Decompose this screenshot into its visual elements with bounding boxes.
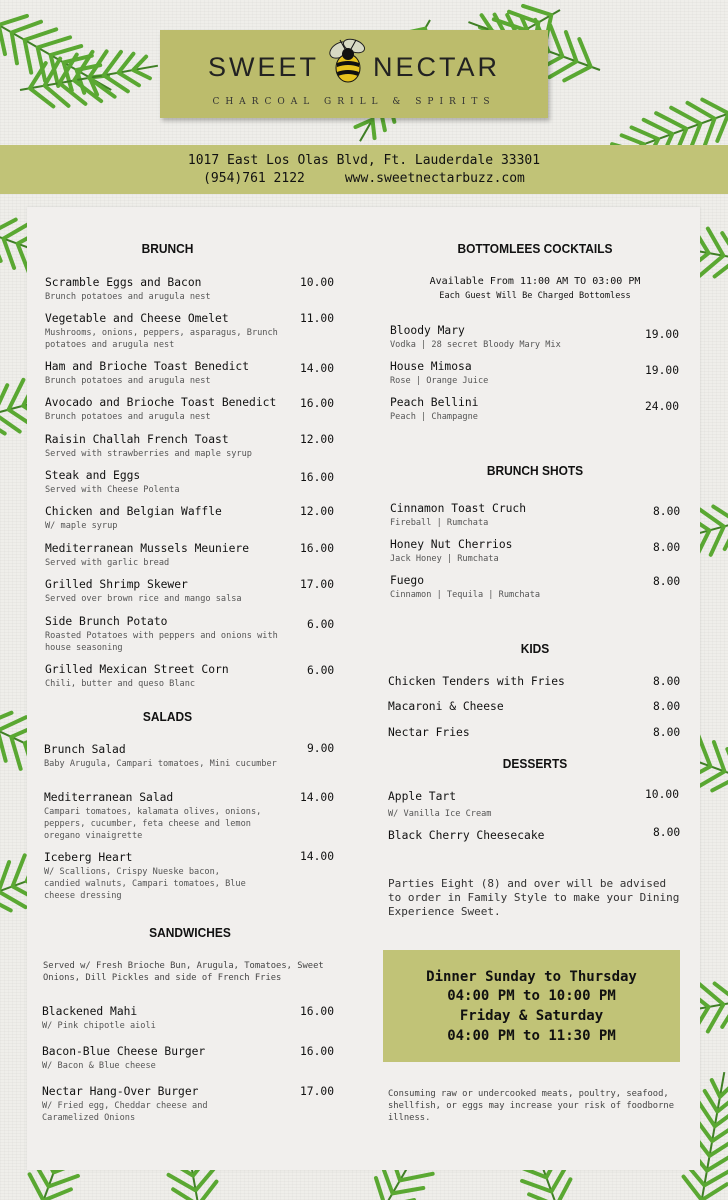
item-name: Chicken Tenders with Fries xyxy=(388,675,565,688)
menu-item xyxy=(45,312,295,351)
menu-item xyxy=(390,360,630,387)
item-desc: W/ Fried egg, Cheddar cheese and Caramelized Onions xyxy=(42,1101,208,1123)
item-price: 8.00 xyxy=(653,505,681,518)
menu-item xyxy=(42,1085,242,1124)
phone: (954)761 2122 xyxy=(203,171,305,186)
bee-icon xyxy=(318,32,378,88)
item-name: Steak and Eggs xyxy=(45,469,141,482)
section-title-salads: SALADS xyxy=(142,709,193,724)
sandwiches-intro: Served w/ Fresh Brioche Bun, Arugula, Tomatoes, Sweet Onions, Dill Pickles and side of French Fries xyxy=(43,961,324,983)
menu-item xyxy=(45,396,295,423)
item-price: 14.00 xyxy=(300,791,335,804)
item-name: Ham and Brioche Toast Benedict xyxy=(45,360,250,373)
item-desc: Vodka | 28 secret Bloody Mary Mix xyxy=(390,340,561,350)
item-name: Fuego xyxy=(390,574,425,587)
item-price: 17.00 xyxy=(300,578,335,591)
item-name: Honey Nut Cherrios xyxy=(390,538,513,551)
item-price: 19.00 xyxy=(645,364,680,377)
item-price: 14.00 xyxy=(300,362,335,375)
item-name: Side Brunch Potato xyxy=(45,615,168,628)
item-desc: Served with garlic bread xyxy=(45,558,170,568)
section-title-kids: KIDS xyxy=(520,641,550,656)
item-name: Raisin Challah French Toast xyxy=(45,433,229,446)
menu-item xyxy=(45,433,295,460)
menu-item xyxy=(390,574,630,601)
section-title-cocktails: BOTTOMLEES COCKTAILS xyxy=(457,241,613,256)
menu-item xyxy=(45,469,295,496)
item-price: 8.00 xyxy=(653,575,681,588)
item-name: Nectar Hang-Over Burger xyxy=(42,1085,199,1098)
menu-item xyxy=(390,396,630,423)
menu-item xyxy=(44,851,254,902)
menu-item xyxy=(390,538,630,565)
item-desc: W/ Pink chipotle aioli xyxy=(42,1021,156,1031)
item-price: 24.00 xyxy=(645,400,680,413)
logo-box xyxy=(160,30,548,118)
item-desc: Served with strawberries and maple syrup xyxy=(45,449,252,459)
item-name: Mediterranean Mussels Meuniere xyxy=(45,542,250,555)
item-name: Blackened Mahi xyxy=(42,1005,138,1018)
item-price: 12.00 xyxy=(300,505,335,518)
item-desc: Brunch potatoes and arugula nest xyxy=(45,376,211,386)
section-title-brunch: BRUNCH xyxy=(141,241,194,256)
cocktails-charge: Each Guest Will Be Charged Bottomless xyxy=(439,291,631,301)
item-name: Bloody Mary xyxy=(390,324,465,337)
website-link[interactable]: www.sweetnectarbuzz.com xyxy=(344,171,525,186)
hours-weekend-time: 04:00 PM to 11:30 PM xyxy=(447,1028,616,1044)
menu-item xyxy=(45,663,295,690)
menu-item xyxy=(390,502,630,529)
section-title-shots: BRUNCH SHOTS xyxy=(486,463,584,478)
item-desc: Cinnamon | Tequila | Rumchata xyxy=(390,590,541,600)
item-desc: Brunch potatoes and arugula nest xyxy=(45,412,211,422)
item-name: Grilled Shrimp Skewer xyxy=(45,578,188,591)
item-desc: Peach | Champagne xyxy=(390,412,478,422)
item-price: 8.00 xyxy=(653,700,681,713)
item-name: Cinnamon Toast Cruch xyxy=(390,502,527,515)
item-desc: W/ Vanilla Ice Cream xyxy=(388,809,492,819)
menu-item xyxy=(45,578,295,605)
item-desc: Baby Arugula, Campari tomatoes, Mini cucumber xyxy=(44,759,277,769)
item-desc: Campari tomatoes, kalamata olives, onions, peppers, cucumber, feta cheese and lemon oregano vinaigrette xyxy=(44,807,262,841)
item-name: Chicken and Belgian Waffle xyxy=(45,505,222,518)
food-safety-disclaimer: Consuming raw or undercooked meats, poultry, seafood, shellfish, or eggs may increase your risk of foodborne illness. xyxy=(388,1089,674,1123)
item-name: Apple Tart xyxy=(388,790,457,803)
menu-item xyxy=(388,726,628,739)
item-desc: Mushrooms, onions, peppers, asparagus, Brunch potatoes and arugula nest xyxy=(45,328,278,350)
item-price: 12.00 xyxy=(300,433,335,446)
hours-dinner-days: Dinner Sunday to Thursday xyxy=(426,969,637,985)
item-name: Bacon-Blue Cheese Burger xyxy=(42,1045,206,1058)
cocktails-availability: Available From 11:00 AM TO 03:00 PM xyxy=(429,276,641,287)
address-band xyxy=(0,145,728,194)
item-name: Black Cherry Cheesecake xyxy=(388,829,545,842)
item-name: Grilled Mexican Street Corn xyxy=(45,663,229,676)
item-price: 16.00 xyxy=(300,542,335,555)
item-desc: Jack Honey | Rumchata xyxy=(390,554,499,564)
item-name: Mediterranean Salad xyxy=(44,791,174,804)
hours-weekend-days: Friday & Saturday xyxy=(459,1008,604,1024)
item-desc: Roasted Potatoes with peppers and onions with house seasoning xyxy=(45,631,278,653)
menu-item xyxy=(388,675,628,688)
hours-box xyxy=(383,950,680,1062)
item-price: 6.00 xyxy=(307,664,335,677)
item-price: 17.00 xyxy=(300,1085,335,1098)
item-price: 16.00 xyxy=(300,1005,335,1018)
item-price: 9.00 xyxy=(307,742,335,755)
item-desc: Chili, butter and queso Blanc xyxy=(45,679,196,689)
item-desc: W/ Bacon & Blue cheese xyxy=(42,1061,156,1071)
logo-word-left: SWEET xyxy=(207,52,319,82)
item-price: 6.00 xyxy=(307,618,335,631)
item-price: 16.00 xyxy=(300,471,335,484)
item-price: 8.00 xyxy=(653,826,681,839)
menu-item xyxy=(45,276,295,303)
menu-item xyxy=(42,1045,292,1072)
party-note: Parties Eight (8) and over will be advised to order in Family Style to make your Dining Experience Sweet. xyxy=(388,877,680,918)
item-price: 8.00 xyxy=(653,726,681,739)
item-name: Peach Bellini xyxy=(390,396,479,409)
menu-item xyxy=(44,791,289,842)
item-desc: Fireball | Rumchata xyxy=(390,518,489,528)
menu-item xyxy=(45,615,290,654)
item-name: Nectar Fries xyxy=(388,726,470,739)
address: 1017 East Los Olas Blvd, Ft. Lauderdale 33301 xyxy=(187,153,541,168)
item-name: Avocado and Brioche Toast Benedict xyxy=(45,396,277,409)
item-name: Iceberg Heart xyxy=(44,851,133,864)
menu-item xyxy=(45,505,295,532)
section-title-sandwiches: SANDWICHES xyxy=(149,925,231,940)
item-name: House Mimosa xyxy=(390,360,472,373)
item-price: 10.00 xyxy=(300,276,335,289)
logo-word-right: NECTAR xyxy=(373,52,501,82)
contact-line xyxy=(0,171,728,186)
item-desc: Brunch potatoes and arugula nest xyxy=(45,292,211,302)
menu-item xyxy=(45,360,295,387)
item-price: 14.00 xyxy=(300,850,335,863)
item-desc: W/ Scallions, Crispy Nueske bacon, candied walnuts, Campari tomatoes, Blue cheese dressing xyxy=(44,867,246,901)
item-price: 10.00 xyxy=(645,788,680,801)
menu-item xyxy=(388,829,628,842)
item-name: Brunch Salad xyxy=(44,743,126,756)
menu-item xyxy=(42,1005,292,1032)
menu-item xyxy=(44,743,289,770)
menu-item xyxy=(390,324,630,351)
item-price: 16.00 xyxy=(300,397,335,410)
item-price: 8.00 xyxy=(653,541,681,554)
item-name: Macaroni & Cheese xyxy=(388,700,504,713)
item-desc: Rose | Orange Juice xyxy=(390,376,489,386)
item-price: 11.00 xyxy=(300,312,335,325)
section-title-desserts: DESSERTS xyxy=(502,756,568,771)
item-price: 19.00 xyxy=(645,328,680,341)
item-name: Vegetable and Cheese Omelet xyxy=(45,312,229,325)
hours-dinner-time: 04:00 PM to 10:00 PM xyxy=(447,988,616,1004)
menu-item xyxy=(388,790,628,820)
menu-item xyxy=(45,542,295,569)
item-price: 8.00 xyxy=(653,675,681,688)
tagline: CHARCOAL GRILL & SPIRITS xyxy=(212,97,496,107)
item-desc: Served over brown rice and mango salsa xyxy=(45,594,242,604)
item-price: 16.00 xyxy=(300,1045,335,1058)
menu-item xyxy=(388,700,628,713)
item-desc: Served with Cheese Polenta xyxy=(45,485,180,495)
item-desc: W/ maple syrup xyxy=(45,521,118,531)
item-name: Scramble Eggs and Bacon xyxy=(45,276,202,289)
